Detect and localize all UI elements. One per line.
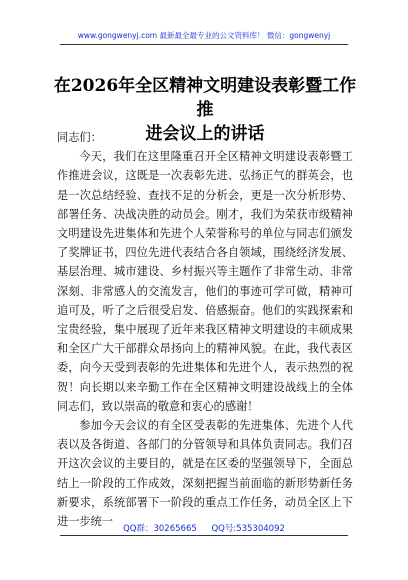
paragraph-2: 参加今天会议的有全区受表彰的先进集体、先进个人代表以及各街道、各部门的分管领导和具体负责同志。我们召开这次会议的主要目的，就是在区委的坚强领导下，全面总结上一阶段的工作成效，深刻把握当前面临的新形势新任务新要求，系统部署下一阶段的重点工作任务，动员全区上下进一步统一: [57, 419, 353, 529]
qq-group-text: QQ群：30265665: [123, 524, 197, 534]
document-body: [57, 128, 353, 531]
site-footer: [0, 522, 408, 534]
footer-divider: [60, 535, 348, 536]
header-divider: [60, 44, 348, 45]
site-header: www.gongwenyj.com 最新最全最专业的公文资料库！ 微信：gongwenyj: [77, 31, 331, 40]
salutation: 同志们：: [57, 131, 102, 144]
paragraph-1: 今天，我们在这里隆重召开全区精神文明建设表彰暨工作推进会议，这既是一次表彰先进、弘扬正气的群英会，也是一次总结经验、查找不足的分析会，更是一次分析形势、部署任务、决战决胜的动员会。刚才，我们为荣获市级精神文明建设先进集体和先进个人荣誉称号的单位与同志们颁发了奖牌证书，四位先进代表结合各自领域，围绕经济发展、基层治理、城市建设、乡村振兴等主题作了非常生动、非常深刻、非常感人的交流发言，他们的事迹可学可做，精神可追可及，听了之后很受启发、倍感振奋。他们的实践探索和宝贵经验，集中展现了近年来我区精神文明建设的丰硕成果和全区广大干部群众昂扬向上的精神风貌。在此，我代表区委，向今天受到表彰的先进集体和先进个人，表示热烈的祝贺！向长期以来辛勤工作在全区精神文明建设战线上的全体同志们，致以崇高的敬意和衷心的感谢！: [57, 150, 353, 413]
title-line-1: 在2026年全区精神文明建设表彰暨工作推: [53, 76, 357, 120]
title-line-2: 进会议上的讲话: [145, 124, 265, 144]
qq-number-text: QQ号:535304092: [211, 524, 285, 534]
